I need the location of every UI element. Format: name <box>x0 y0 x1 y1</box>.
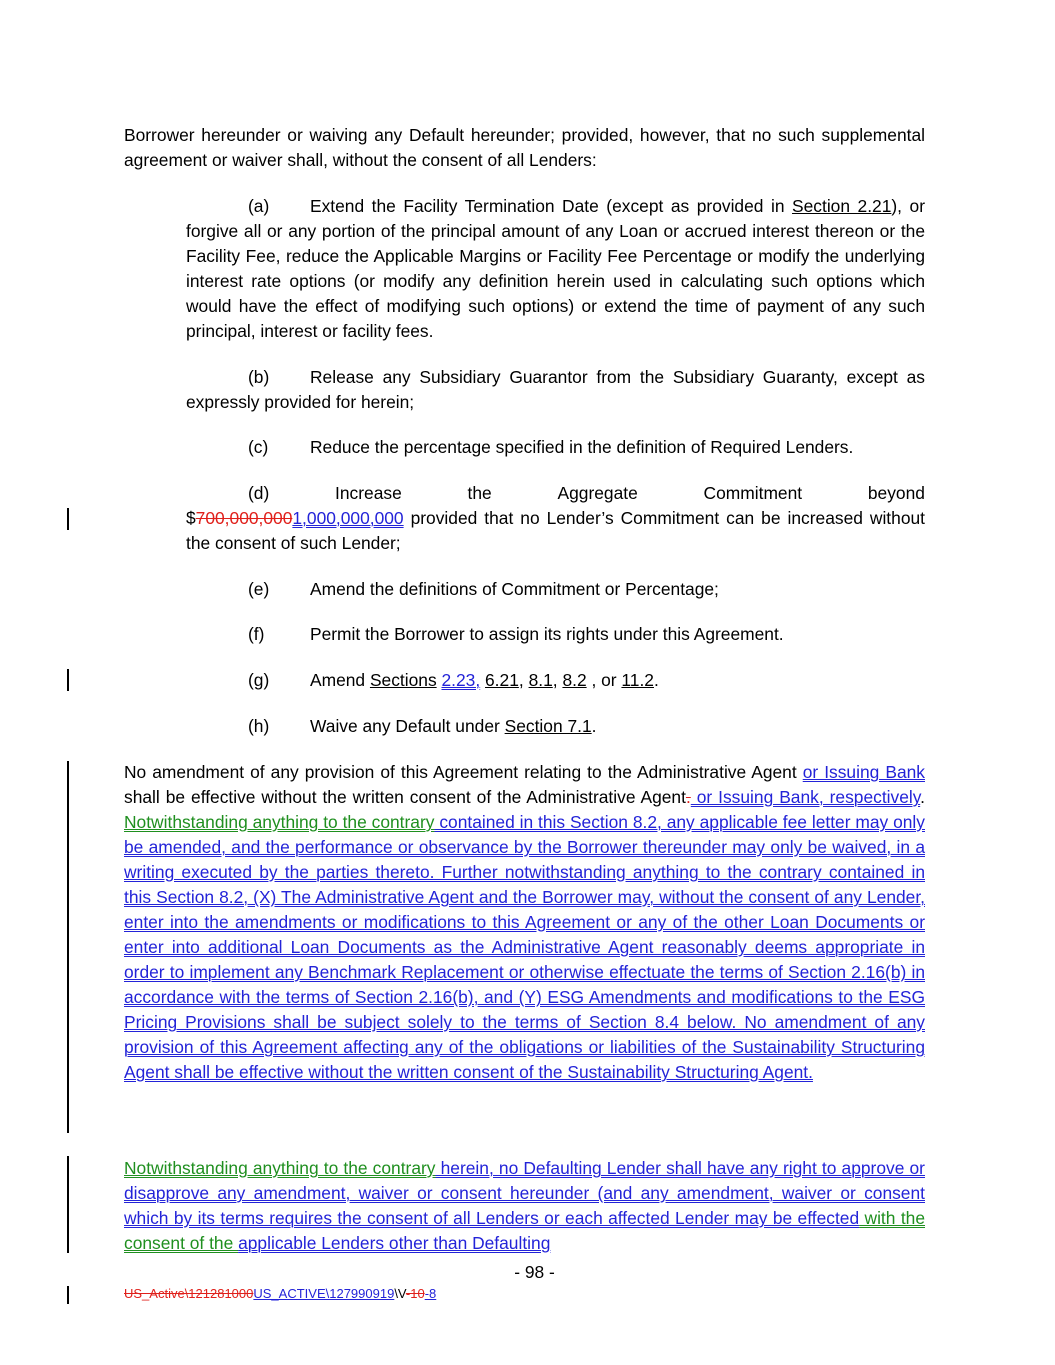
deleted-amount: 700,000,000 <box>195 508 293 528</box>
punctuation: . <box>591 716 597 736</box>
item-label: (c) <box>248 437 269 457</box>
item-label: (h) <box>248 716 270 736</box>
item-label: (a) <box>248 196 270 216</box>
intro-paragraph <box>124 123 925 173</box>
section-reference: 8.1 <box>528 670 553 690</box>
moved-text: Notwithstanding anything to the contrary <box>124 812 435 832</box>
change-bar <box>67 508 69 530</box>
section-reference: Section 2.21 <box>792 196 892 216</box>
item-text: Release any Subsidiary Guarantor from the Subsidiary Guaranty, except as expressly provided for herein; <box>186 367 925 412</box>
item-text: Amend the definitions of Commitment or Percentage; <box>310 579 719 599</box>
inserted-text: or Issuing Bank <box>802 762 925 782</box>
item-f <box>186 622 925 647</box>
section-reference: 8.2 <box>562 670 587 690</box>
item-text: Permit the Borrower to assign its rights under this Agreement. <box>310 624 784 644</box>
inserted-amount: 1,000,000,000 <box>292 508 404 528</box>
inserted-text: applicable Lenders other than Defaulting <box>238 1233 551 1253</box>
deleted-text: . <box>685 787 691 807</box>
item-word: Aggregate <box>557 483 638 503</box>
section-reference: 11.2 <box>621 670 654 690</box>
change-bar <box>67 669 69 691</box>
moved-text: with the consent of the <box>124 1208 925 1253</box>
paragraph-text: No amendment of any provision of this Agreement relating to the Administrative Agent <box>124 762 803 782</box>
item-d-first-line <box>186 481 925 506</box>
page-number: - 98 - <box>514 1262 555 1282</box>
item-text: Reduce the percentage specified in the definition of Required Lenders. <box>310 437 854 457</box>
change-bar <box>67 761 69 1133</box>
inserted-text: or Issuing Bank, respectively <box>690 787 921 807</box>
item-word: Commitment <box>703 483 803 503</box>
item-label: (d) <box>248 483 270 503</box>
inserted-section-ref: 2.23, <box>441 670 481 690</box>
item-text: provided that no Lender’s Commitment can be increased without the consent of such Lender; <box>186 508 925 553</box>
inserted-doc-id: US_ACTIVE\127990919 <box>253 1286 395 1301</box>
item-c <box>186 435 925 460</box>
item-d-rest <box>186 506 925 556</box>
item-label: (g) <box>248 670 270 690</box>
punctuation: . <box>653 670 659 690</box>
defaulting-lender-paragraph <box>124 1156 925 1256</box>
section-reference: Section 7.1 <box>504 716 592 736</box>
change-bar <box>67 1156 69 1253</box>
item-b <box>186 365 925 415</box>
item-d <box>186 481 925 556</box>
version-prefix: \V <box>394 1286 406 1301</box>
item-text: ), or forgive all or any portion of the principal amount of any Loan or accrued interest thereon or the Facility Fee, reduce the Applicable Margins or Facility Fee Percentage or modify the underlying interest rate options (or modify any definition herein used in calculating such options which would have the effect of modifying such options) or extend the time of payment of any such principal, interest or facility fees. <box>186 196 925 341</box>
separator: , <box>552 670 558 690</box>
currency-sign: $ <box>186 508 196 528</box>
item-h <box>186 714 925 739</box>
item-a <box>186 194 925 344</box>
inserted-text: contained in this Section 8.2, any applicable fee letter may only be amended, and the performance or observance by the Borrower thereunder may only be waived, in a writing executed by the parties thereto. Further notwithstanding anything to the contrary contained in this Section 8.2, (X) The Administrative Agent and the Borrower may, without the consent of any Lender, enter into the amendments or modifications to this Agreement or any of the other Loan Documents or enter into additional Loan Documents as the Administrative Agent reasonably deems appropriate in order to implement any Benchmark Replacement or otherwise effectuate the terms of Section 2.16(b) in accordance with the terms of Section 2.16(b), and (Y) ESG Amendments and modifications to the ESG Pricing Provisions shall be subject solely to the terms of Section 8.4 below. No amendment of any provision of this Agreement affecting any of the obligations or liabilities of the Sustainability Structuring Agent shall be effective without the written consent of the Sustainability Structuring Agent. <box>124 812 925 1082</box>
item-text: Waive any Default under <box>310 716 505 736</box>
item-g <box>186 668 925 693</box>
item-word: the <box>467 483 492 503</box>
inserted-text: herein, no Defaulting Lender shall have any right to approve or disapprove any amendment, waiver or consent hereunder (and any amendment, waiver or consent which by its terms requires the consent of all Lenders or each affected Lender may be effected <box>124 1158 925 1228</box>
amendment-paragraph <box>124 760 925 1085</box>
item-label: (e) <box>248 579 270 599</box>
item-word: beyond <box>867 483 925 503</box>
paragraph-text: . <box>920 787 926 807</box>
item-text: Extend the Facility Termination Date (except as provided in <box>310 196 793 216</box>
section-reference: 6.21 <box>485 670 519 690</box>
paragraph-text: shall be effective without the written consent of the Administrative Agent <box>124 787 686 807</box>
item-label: (f) <box>248 624 265 644</box>
item-e <box>186 577 925 602</box>
moved-text: Notwithstanding anything to the contrary <box>124 1158 436 1178</box>
intro-text: Borrower hereunder or waiving any Default hereunder; provided, however, that no such supplemental agreement or waiver shall, without the consent of all Lenders: <box>124 125 925 170</box>
change-bar <box>67 1286 69 1304</box>
item-word: Increase <box>335 483 402 503</box>
separator: , <box>518 670 524 690</box>
deleted-version: -10 <box>405 1286 425 1301</box>
inserted-version: -8 <box>424 1286 437 1301</box>
deleted-doc-id: US_Active\121281000 <box>124 1286 254 1301</box>
item-label: (b) <box>248 367 270 387</box>
item-text: Amend <box>310 670 370 690</box>
document-id-footer <box>124 1286 436 1302</box>
sections-word: Sections <box>369 670 437 690</box>
separator: , or <box>586 670 622 690</box>
